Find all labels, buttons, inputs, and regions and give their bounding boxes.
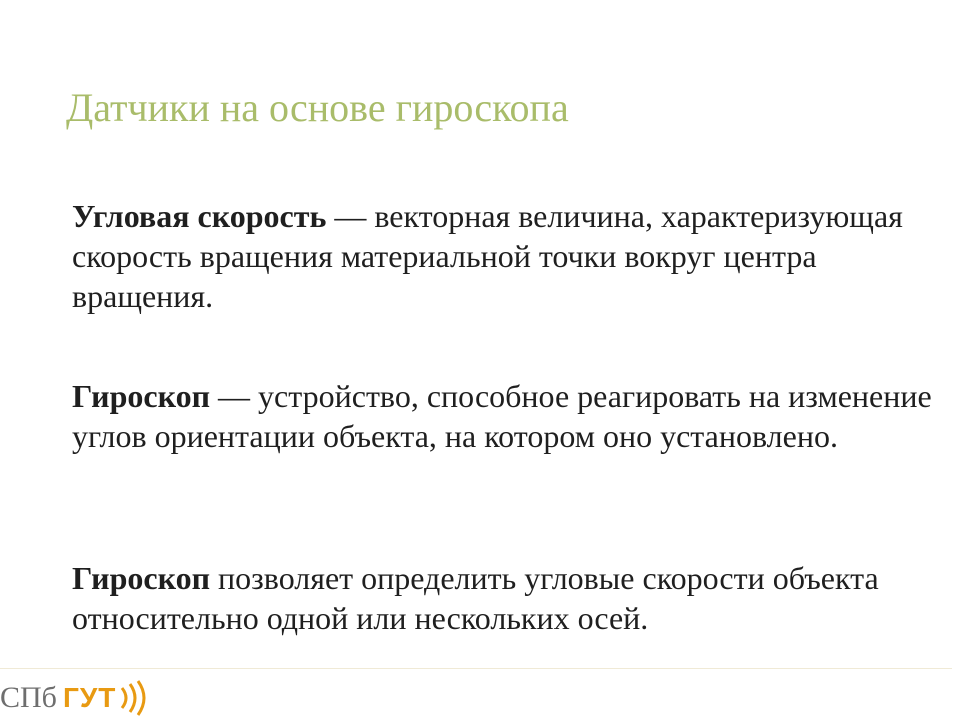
logo-spb-text: СПб [0,681,57,714]
definition-angular-velocity: — векторная величина, характеризующая скорость вращения материальной точки вокруг центра вращения. [72,198,903,314]
signal-waves-icon [118,678,148,718]
definition-gyroscope: — устройство, способное реагировать на изменение углов ориентации объекта, на котором оно установлено. [72,378,932,454]
term-angular-velocity: Угловая скорость [72,198,327,234]
term-gyroscope: Гироскоп [72,378,211,414]
paragraph-gyroscope-definition [72,376,932,456]
footer-divider [0,668,952,669]
university-logo [0,678,148,718]
logo-gut-text: ГУТ [62,682,117,713]
paragraph-angular-velocity [72,196,932,316]
term-gyroscope-purpose: Гироскоп [72,560,211,596]
paragraph-gyroscope-purpose [72,558,932,638]
gyroscope-purpose-text: позволяет определить угловые скорости объекта относительно одной или нескольких осей. [72,560,879,636]
slide-title: Датчики на основе гироскопа [66,85,569,130]
